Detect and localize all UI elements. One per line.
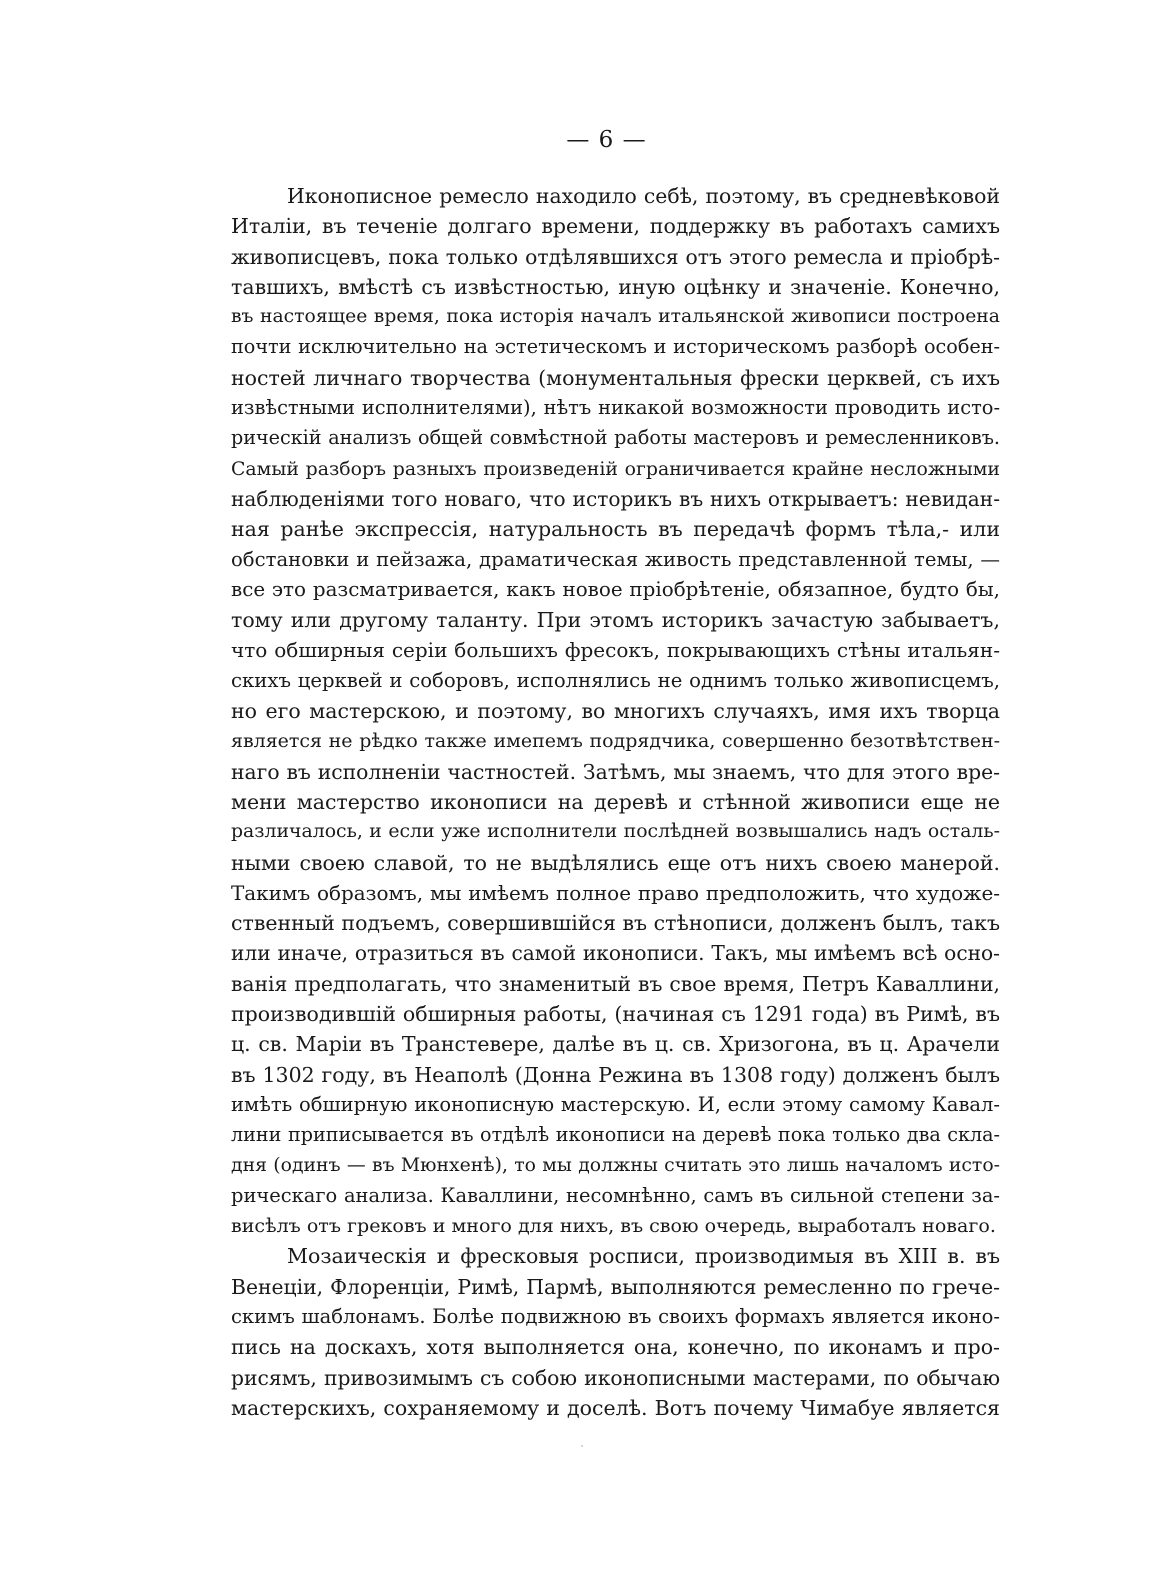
- text-line: ными своею славой, то не выдѣлялись еще отъ нихъ своею манерой.: [231, 850, 1000, 875]
- text-line: что обширныя серіи большихъ фресокъ, покрывающихъ стѣны итальян-: [231, 638, 1000, 663]
- text-line: Самый разборъ разныхъ произведеній ограничивается крайне несложными: [231, 457, 1000, 480]
- text-line: въ настоящее время, пока исторія началъ итальянской живописи построена: [231, 306, 1000, 328]
- text-line: тому или другому таланту. При этомъ историкъ зачастую забываетъ,: [231, 608, 1000, 633]
- text-line: но его мастерскою, и поэтому, во многихъ случаяхъ, имя ихъ творца: [231, 699, 1000, 724]
- text-line: тавшихъ, вмѣстѣ съ извѣстностью, иную оцѣнку и значеніе. Конечно,: [231, 274, 1000, 299]
- text-line: лини приписывается въ отдѣлѣ иконописи на деревѣ пока только два скла-: [231, 1123, 1000, 1147]
- text-line: Италіи, въ теченіе долгаго времени, поддержку въ работахъ самихъ: [231, 214, 1000, 239]
- text-line: живописцевъ, пока только отдѣлявшихся отъ этого ремесла и пріобрѣ-: [231, 244, 1000, 269]
- paper-speck: [581, 1445, 583, 1447]
- text-line: наго въ исполненіи частностей. Затѣмъ, мы знаемъ, что для этого вре-: [231, 759, 1000, 784]
- text-line: имѣть обширную иконописную мастерскую. И, если этому самому Кавал-: [231, 1092, 1000, 1116]
- text-line: мастерскихъ, сохраняемому и доселѣ. Вотъ почему Чимабуе является: [231, 1395, 1000, 1420]
- text-line: скимъ шаблонамъ. Болѣе подвижною въ своихъ формахъ является иконо-: [231, 1304, 1000, 1328]
- text-line: извѣстными исполнителями), нѣтъ никакой возможности проводить исто-: [231, 396, 1000, 420]
- text-line: висѣлъ отъ грековъ и много для нихъ, въ свою очередь, выработалъ новаго.: [231, 1215, 996, 1238]
- text-line: или иначе, отразиться въ самой иконописи. Такъ, мы имѣемъ всѣ осно-: [231, 941, 1000, 966]
- text-line: является не рѣдко также имепемъ подрядчика, совершенно безотвѣтствен-: [231, 730, 1000, 753]
- paragraph-1: [231, 181, 1000, 1241]
- text-line: производившій обширныя работы, (начиная съ 1291 года) въ Римѣ, въ: [231, 1002, 1000, 1027]
- text-line: скихъ церквей и соборовъ, исполнялись не однимъ только живописцемъ,: [231, 668, 1000, 692]
- text-line: рисямъ, привозимымъ съ собою иконописными мастерами, по обычаю: [231, 1365, 1000, 1390]
- paragraph-2: [231, 1241, 1000, 1423]
- text-line: пись на доскахъ, хотя выполняется она, конечно, по иконамъ и про-: [231, 1335, 1000, 1360]
- text-line: почти исключительно на эстетическомъ и историческомъ разборѣ особен-: [231, 335, 1000, 359]
- text-line: ц. св. Маріи въ Транстевере, далѣе въ ц. св. Хризогона, въ ц. Арачели: [231, 1032, 1000, 1057]
- text-line: ная ранѣе экспрессія, натуральность въ передачѣ формъ тѣла,- или: [231, 517, 1000, 542]
- text-line: въ 1302 году, въ Неаполѣ (Донна Режина въ 1308 году) долженъ былъ: [231, 1062, 1000, 1087]
- text-line: рическій анализъ общей совмѣстной работы мастеровъ и ремесленниковъ.: [231, 426, 1000, 450]
- body-text: [231, 181, 1000, 1423]
- text-line: ственный подъемъ, совершившійся въ стѣнописи, долженъ былъ, такъ: [231, 911, 1000, 936]
- text-line: ванія предполагать, что знаменитый въ свое время, Петръ Каваллини,: [231, 971, 1000, 996]
- text-line: наблюденіями того новаго, что историкъ въ нихъ открываетъ: невидан-: [231, 486, 1000, 511]
- text-line: Мозаическія и фресковыя росписи, производимыя въ XIII в. въ: [287, 1244, 1000, 1269]
- text-line: ностей личнаго творчества (монументальныя фрески церквей, съ ихъ: [231, 365, 1000, 390]
- text-line: дня (одинъ — въ Мюнхенѣ), то мы должны считать это лишь началомъ исто-: [231, 1154, 1000, 1176]
- text-line: Венеціи, Флоренціи, Римѣ, Пармѣ, выполняются ремесленно по грече-: [231, 1274, 1000, 1299]
- text-line: различалось, и если уже исполнители послѣдней возвышались надъ осталь-: [231, 821, 1000, 843]
- text-line: все это разсматривается, какъ новое пріобрѣтеніе, обязапное, будто бы,: [231, 577, 1000, 601]
- text-line: Иконописное ремесло находило себѣ, поэтому, въ средневѣковой: [287, 184, 1000, 208]
- text-line: обстановки и пейзажа, драматическая живость представленной темы, —: [231, 547, 1000, 571]
- text-line: мени мастерство иконописи на деревѣ и стѣнной живописи еще не: [231, 789, 1000, 814]
- page-number: — 6 —: [566, 127, 647, 153]
- text-line: Такимъ образомъ, мы имѣемъ полное право предположить, что художе-: [231, 880, 1000, 905]
- text-line: рическаго анализа. Каваллини, несомнѣнно, самъ въ сильной степени за-: [231, 1183, 1000, 1207]
